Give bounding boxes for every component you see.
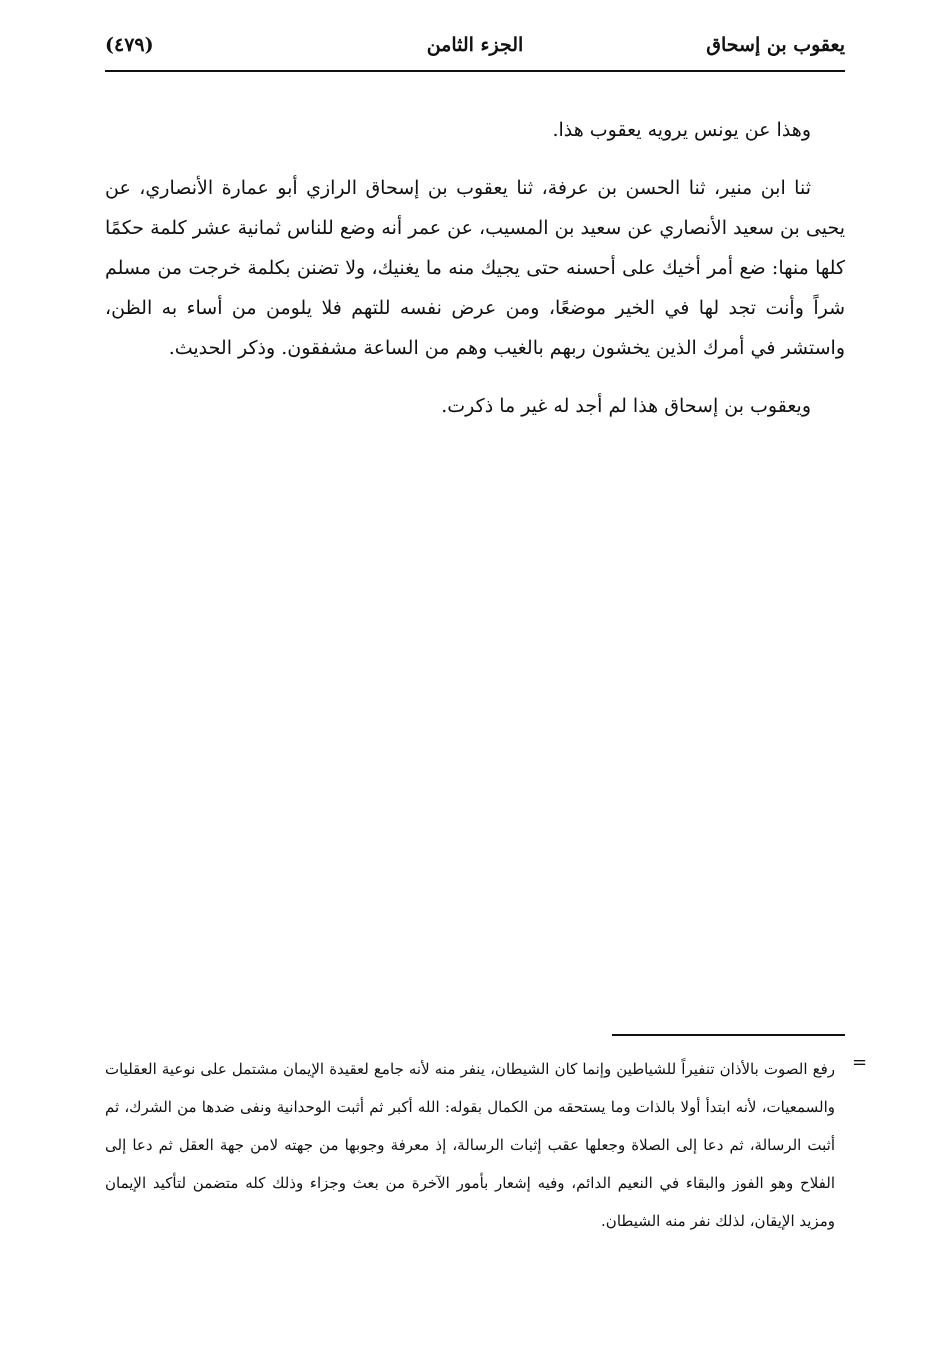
footnote-rule (612, 1034, 845, 1036)
running-header (105, 34, 845, 70)
paragraph-2: ثنا ابن منير، ثنا الحسن بن عرفة، ثنا يعقوب بن إسحاق الرازي أبو عمارة الأنصاري، عن يحيى بن سعيد الأنصاري عن سعيد بن المسيب، عن عمر أنه وضع للناس ثمانية عشر كلمة حكمًا كلها منها: ضع أمر أخيك على أحسنه حتى يجيك منه ما يغنيك، ولا تضنن بكلمة خرجت من مسلم شراً وأنت تجد لها في الخير موضعًا، ومن عرض نفسه للتهم فلا يلومن من أساء به الظن، واستشر في أمرك الذين يخشون ربهم بالغيب وهم من الساعة مشفقون. وذكر الحديث. (105, 177, 845, 359)
footnote-text: رفع الصوت بالأذان تنفيراً للشياطين وإنما كان الشيطان، ينفر منه لأنه جامع لعقيدة الإيمان مشتمل على نوعية العقليات والسمعيات، لأنه ابتدأ أولا بالذات وما يستحقه من الكمال بقوله: الله أكبر ثم أثبت الوحدانية ونفى ضدها من الشرك، ثم أثبت الرسالة، ثم دعا إلى الصلاة وجعلها عقب إثبات الرسالة، إذ معرفة وجوبها من جهته لامن جهة العقل ثم دعا إلى الفلاح وهو الفوز والبقاء في النعيم الدائم، وفيه إشعار بأمور الآخرة من بعث وجزاء وذلك كله متضمن لتأكيد الإيمان ومزيد الإيقان، لذلك نفر منه الشيطان. (105, 1060, 835, 1230)
main-text (105, 110, 845, 426)
header-rule (105, 70, 845, 72)
volume-title: الجزء الثامن (426, 34, 524, 56)
paragraph-1: وهذا عن يونس يرويه يعقوب هذا. (552, 119, 811, 141)
paragraph-3: ويعقوب بن إسحاق هذا لم أجد له غير ما ذكرت. (441, 395, 811, 417)
book-title: يعقوب بن إسحاق (706, 34, 845, 56)
footnote-continuation-marker: = (852, 1052, 868, 1073)
page-number: (٤٧٩) (105, 34, 154, 56)
